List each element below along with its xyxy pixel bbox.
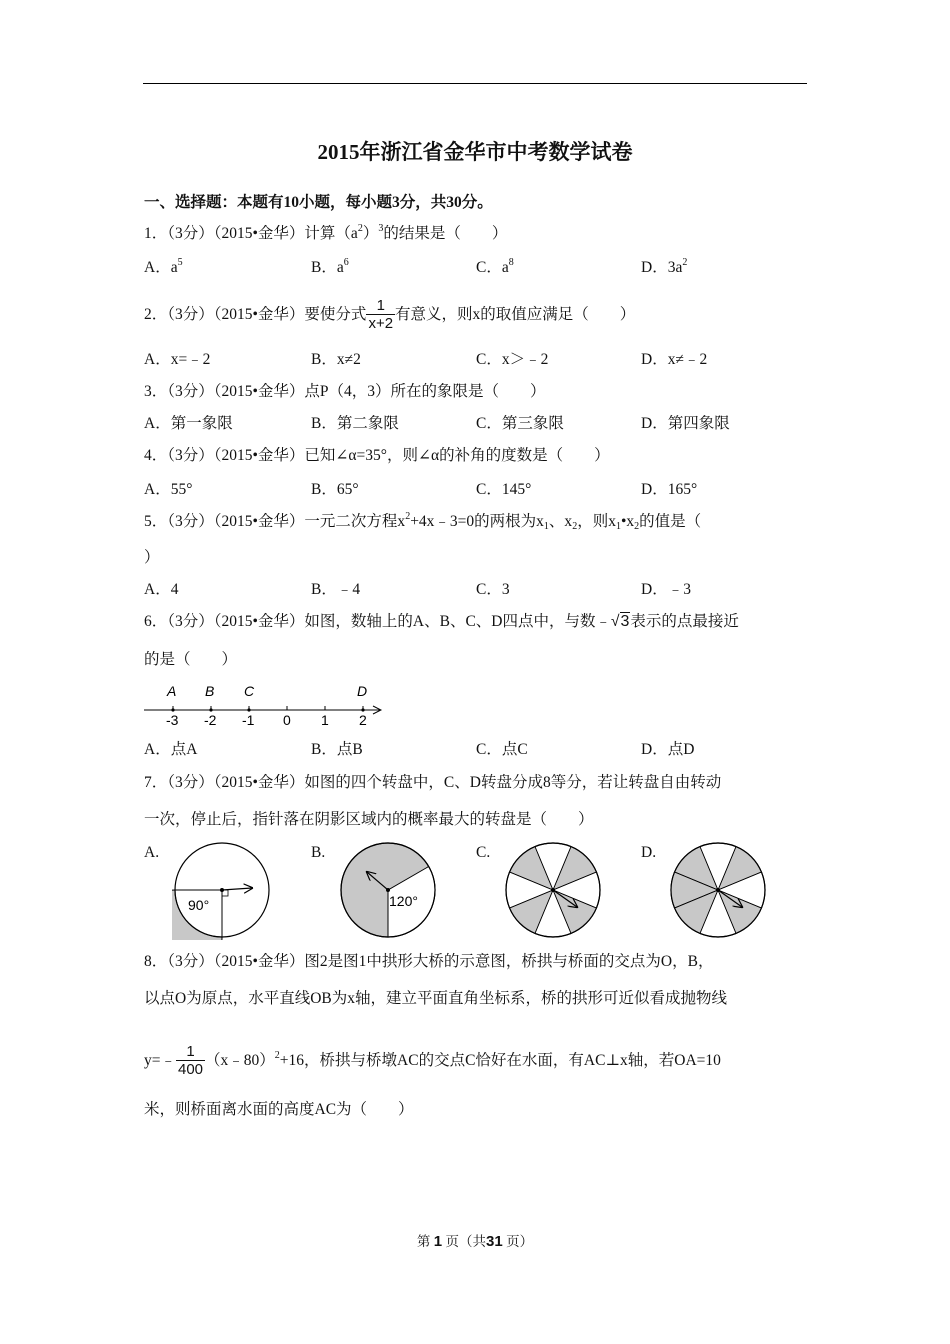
q1-option-b[interactable]: B．$a^6$ [311,257,349,276]
q3-option-a[interactable]: A．第一象限 [144,415,233,432]
tick-label-m1: -1 [242,712,255,728]
spinner-a-pointer [222,888,252,890]
page-total: 31 [486,1233,503,1250]
question-5-stem-line2: ） [144,549,160,566]
question-8-stem: 8．（3分）（2015•金华）图2是图1中拱形大桥的示意图，桥拱与桥面的交点为O，B， [144,953,714,970]
spinner-c [503,840,603,940]
tick-label-2: 2 [359,712,367,728]
label-a: A [167,683,177,699]
q6-option-d[interactable]: D．点D [641,741,695,758]
number-line-figure [140,682,390,728]
q3-option-c[interactable]: C．第三象限 [476,415,564,432]
question-7-stem-line2: 一次，停止后，指针落在阴影区域内的概率最大的转盘是（ ） [144,811,594,828]
q2-option-d[interactable]: D．x≠﹣2 [641,351,708,368]
q2-fraction: $\frac{1}{x+2}$ [368,297,394,333]
question-8-stem-line2: 以点O为原点，水平直线OB为x轴，建立平面直角坐标系，桥的拱形可近似看成抛物线 [144,990,727,1007]
q8-fraction: $\frac{1}{400}$ [178,1043,204,1079]
q1-option-d[interactable]: D．$3a^2$ [641,257,688,276]
q7-option-d[interactable]: D. [641,844,657,861]
tick-label-m2: -2 [204,712,217,728]
sqrt-symbol: √3 [611,613,630,630]
q4-option-c[interactable]: C．145° [476,481,532,498]
q5-option-d[interactable]: D．﹣3 [641,581,691,598]
question-8-stem-line4: 米，则桥面离水面的高度AC为（ ） [144,1101,414,1118]
q3-option-b[interactable]: B．第二象限 [311,415,399,432]
question-4-stem: 4．（3分）（2015•金华）已知∠α=35°，则∠α的补角的度数是（ ） [144,447,610,464]
q5-option-b[interactable]: B．﹣4 [311,581,361,598]
page-number: 1 [433,1233,443,1250]
header-rule [143,83,807,84]
page-title: 2015年浙江省金华市中考数学试卷 [317,140,633,164]
question-6-stem-line2: 的是（ ） [144,651,238,668]
question-5-stem: 5．（3分）（2015•金华）一元二次方程$x^2+4x﹣3=0$的两根为$x_1$、$x_2$，则$x_1•x_2$的值是（ [144,511,702,532]
q7-option-c[interactable]: C. [476,844,491,861]
spinner-a-angle: 90° [188,897,210,913]
q4-option-d[interactable]: D．165° [641,481,698,498]
q6-option-a[interactable]: A．点A [144,741,198,758]
question-2-stem: 2．（3分）（2015•金华）要使分式 $\frac{1}{x+2}$ 有意义，则x的取值应满足（ ） [144,297,636,333]
q7-option-a[interactable]: A. [144,844,160,861]
spinner-b [338,840,438,940]
q6-option-c[interactable]: C．点C [476,741,528,758]
label-d: D [357,683,368,699]
spinner-d [668,840,768,940]
tick-label-1: 1 [321,712,329,728]
label-b: B [205,683,215,699]
q4-option-a[interactable]: A．55° [144,481,193,498]
spinner-b-angle: 120° [389,893,418,909]
q5-option-a[interactable]: A．4 [144,581,179,598]
tick-label-m3: -3 [166,712,179,728]
question-6-stem: 6．（3分）（2015•金华）如图，数轴上的A、B、C、D四点中，与数﹣√3表示的点最接近 [144,613,739,630]
q2-option-b[interactable]: B．x≠2 [311,351,361,368]
q1-option-a[interactable]: A．$a^5$ [144,257,183,276]
page-footer: 第 1 页（共31 页） [416,1233,534,1250]
q2-option-c[interactable]: C．x＞﹣2 [476,351,549,368]
question-3-stem: 3．（3分）（2015•金华）点P（4，3）所在的象限是（ ） [144,383,546,400]
question-1-stem: 1．（3分）（2015•金华）计算$(a^2)^3$的结果是（ ） [144,223,508,242]
label-c: C [244,683,255,699]
tick-label-0: 0 [283,712,291,728]
q2-option-a[interactable]: A．x=﹣2 [144,351,211,368]
q6-option-b[interactable]: B．点B [311,741,363,758]
question-7-stem: 7．（3分）（2015•金华）如图的四个转盘中，C、D转盘分成8等分，若让转盘自由转动 [144,774,722,791]
q3-option-d[interactable]: D．第四象限 [641,415,730,432]
section-heading: 一、选择题：本题有10小题，每小题3分，共30分。 [144,194,493,211]
q4-option-b[interactable]: B．65° [311,481,359,498]
q5-option-c[interactable]: C．3 [476,581,510,598]
q7-option-b[interactable]: B. [311,844,326,861]
question-8-equation: y=﹣ $\frac{1}{400}$ （x﹣80）$^2$+16，桥拱与桥墩AC的交点C恰好在水面，有AC⊥x轴，若OA=10 [144,1043,721,1079]
q1-option-c[interactable]: C．$a^8$ [476,257,514,276]
spinner-a [172,840,272,940]
